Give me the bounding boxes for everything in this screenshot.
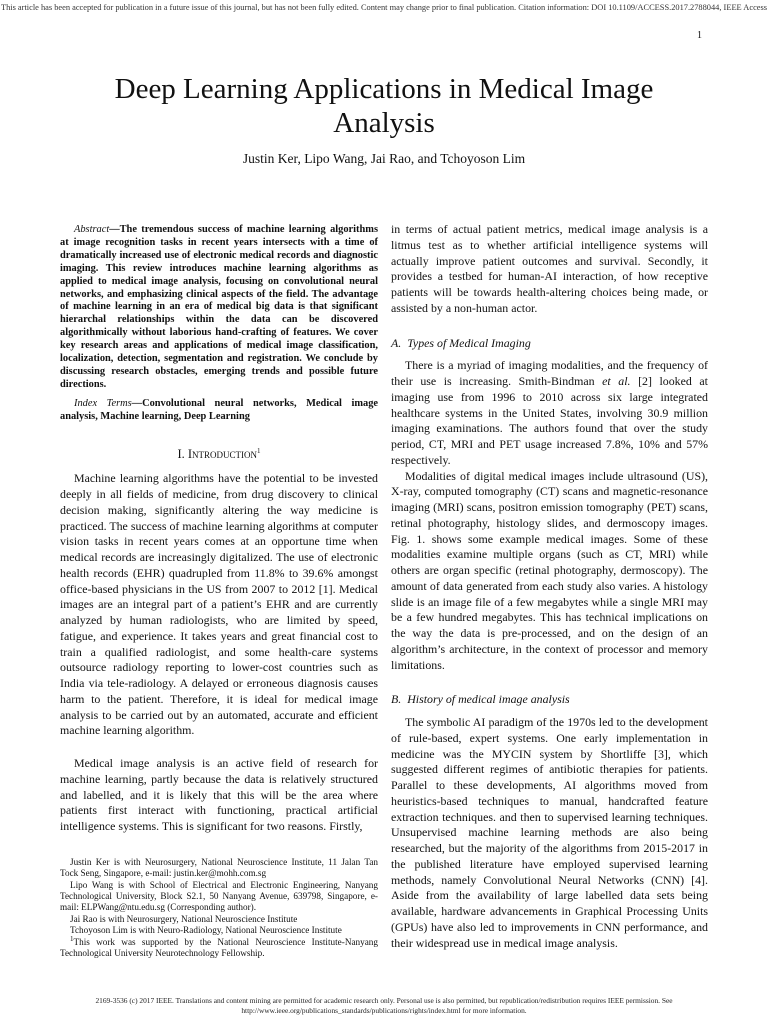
types-paragraph-2: Modalities of digital medical images include ultrasound (US), X-ray, computed tomography (CT) scans and magnetic-resonance imaging (MRI) scans, positron emission tomography (PET) scans, retinal photography, histology slides, and dermoscopy images. Fig. 1. shows some example medical images. Some of these modalities examine multiple organs (such as CT, MRI) while others are organ specific (retinal photography, dermoscopy). The amount of data generated from each study also varies. A histology slide is an image file of a few megabytes while a single MRI may be a few hundred megabytes. This has technical implications on the way the data is pre-processed, and on the design of an algorithm’s architecture, in the context of processor and memory limitations. <box>391 468 708 672</box>
et-al-text: et al. <box>602 374 631 388</box>
subsection-label-b: B. <box>391 692 402 707</box>
footnote-funding-text: This work was supported by the National Neuroscience Institute-Nanyang Technological University Neurotechnology Fellowship. <box>60 936 378 959</box>
subsection-heading-types <box>391 336 708 352</box>
subsection-title-a: Types of Medical Imaging <box>407 335 531 350</box>
abstract-label: Abstract <box>74 224 110 235</box>
history-paragraph-1: The symbolic AI paradigm of the 1970s led to the development of rule-based, expert systems. One early implementation in medicine was the MYCIN system by Shortliffe [3], which suggested different regimes of antibiotic therapies for patients. Parallel to these developments, AI algorithms moved from heuristics-based techniques to manual, handcrafted feature extraction techniques. and then to supervised learning techniques. Unsupervised machine learning methods are also being researched, but the majority of the algorithms from 2015-2017 in the published literature have employed supervised learning methods, namely Convolutional Neural Networks (CNN) [4]. Aside from the availability of large labelled data sets being available, hardware advancements in Graphical Processing Units (GPUs) have also led to improvements in CNN performance, and their widespread use in medical image analysis. <box>391 715 708 950</box>
intro-paragraph-1: Machine learning algorithms have the potential to be invested deeply in all fields of medicine, from drug discovery to clinical decision making, significantly altering the way medicine is practiced. The success of machine learning algorithms at computer vision tasks in recent years comes at an opportune time when medical records are increasingly digitalized. The use of electronic health records (EHR) quadrupled from 11.8% to 39.6% amongst office-based physicians in the US from 2007 to 2012 [1]. Medical images are an integral part of a patient’s EHR and are currently analyzed by human radiologists, who are limited by speed, fatigue, and experience. It takes years and great financial cost to train a qualified radiologist, and some health-care systems outsource radiology reporting to lower-cost countries such as India via tele-radiology. A delayed or erroneous diagnosis causes harm to the patient. Therefore, it is ideal for medical image analysis to be carried out by an automated, accurate and efficient machine learning algorithm. <box>60 471 378 738</box>
subsection-label-a: A. <box>391 335 402 350</box>
title-line-1: Deep Learning Applications in Medical Image <box>114 73 654 105</box>
types-p1-start: There is a myriad of imaging modalities, and the frequency of their use is increasing. Smith-Bindman <box>391 358 708 388</box>
index-terms <box>60 398 378 424</box>
index-terms-label: Index Terms <box>74 397 132 409</box>
abstract-text: —The tremendous success of machine learning algorithms at image recognition tasks in recent years intersects with a time of dramatically increased use of electronic medical records and diagnostic imaging. This review introduces machine learning algorithms as applied to medical image analysis, focusing on convolutional neural networks, and emphasizing clinical aspects of the field. The advantage of machine learning in an era of medical big data is that significant hierarchal relationships within the data can be discovered algorithmically without laborious hand-crafting of features. We cover key research areas and applications of medical image classification, localization, detection, segmentation and registration. We conclude by discussing research obstacles, emerging trends and possible future directions. <box>60 224 378 390</box>
intro-paragraph-2: Medical image analysis is an active field of research for machine learning, partly because the data is relatively structured and labelled, and it is likely that this will be the area where patients first interact with functioning, practical artificial intelligence systems. This is significant for two reasons. Firstly, <box>60 756 378 834</box>
footnote-funding <box>60 934 378 960</box>
right-column <box>391 222 708 951</box>
title-line-2: Analysis <box>333 107 435 139</box>
section-number: I. <box>177 446 185 461</box>
paper-title <box>60 72 708 140</box>
footer-line-2: http://www.ieee.org/publications_standards/publications/rights/index.html for more information. <box>241 1006 527 1015</box>
subsection-heading-history <box>391 692 708 708</box>
footer-line-1: 2169-3536 (c) 2017 IEEE. Translations and content mining are permitted for academic research only. Personal use is also permitted, but republication/redistribution requires IEEE permission. See <box>95 996 673 1005</box>
page-number: 1 <box>697 30 702 41</box>
footnote-wang: Lipo Wang is with School of Electrical and Electronic Engineering, Nanyang Technological University, Block S2.1, 50 Nanyang Avenue, 639798, Singapore, e-mail: ELPWang@ntu.edu.sg (Corresponding author). <box>60 879 378 913</box>
index-terms-text: —Convolutional neural networks, Medical image analysis, Machine learning, Deep Learning <box>60 397 378 422</box>
author-footnotes <box>60 857 378 960</box>
footnote-funding-mark: 1 <box>70 934 74 943</box>
section-heading-introduction <box>60 447 378 463</box>
subsection-title-b: History of medical image analysis <box>407 692 570 707</box>
footnote-mark: 1 <box>257 446 261 455</box>
journal-banner: This article has been accepted for publication in a future issue of this journal, but has not been fully edited. Content may change prior to final publication. Citation information: DOI 10.1109/ACCESS.2017.2788044, IEEE Access <box>0 3 768 12</box>
abstract <box>60 224 378 392</box>
left-column <box>60 224 378 960</box>
footnote-ker: Justin Ker is with Neurosurgery, National Neuroscience Institute, 11 Jalan Tan Tock Seng, Singapore, e-mail: justin.ker@mohh.com.sg <box>60 856 378 879</box>
copyright-footer <box>40 996 728 1016</box>
section-title: Introduction <box>187 446 258 461</box>
footnote-lim: Tchoyoson Lim is with Neuro-Radiology, National Neuroscience Institute <box>70 925 342 936</box>
types-paragraph-1 <box>391 358 708 468</box>
intro-paragraph-2-continued: in terms of actual patient metrics, medical image analysis is a litmus test as to whether artificial intelligence systems will actually improve patient outcomes and survival. Secondly, it provides a testbed for human-AI interaction, of how receptive patients will be towards health-altering choices being made, or assisted by a non-human actor. <box>391 222 708 315</box>
author-list: Justin Ker, Lipo Wang, Jai Rao, and Tchoyoson Lim <box>242 151 526 166</box>
types-p1-end: [2] looked at imaging use from 1996 to 2010 across six large integrated healthcare systems in the United States, involving 30.9 million imaging examinations. The authors found that over the study period, CT, MRI and PET usage increased 7.8%, 10% and 57% respectively. <box>391 374 708 467</box>
footnote-rao: Jai Rao is with Neurosurgery, National Neuroscience Institute <box>70 913 298 924</box>
